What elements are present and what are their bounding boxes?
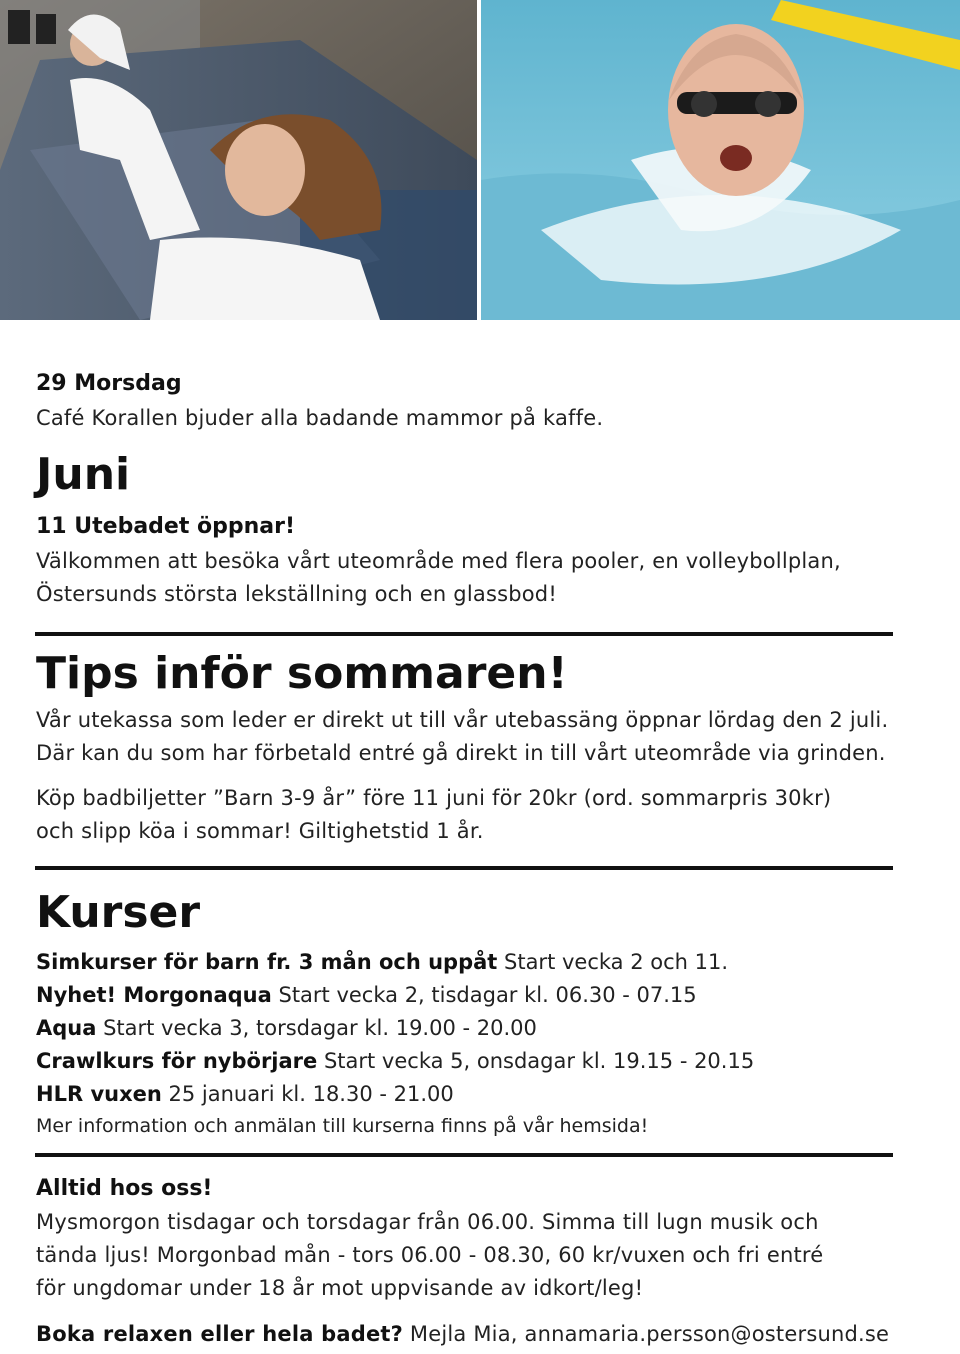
always-line-1: Mysmorgon tisdagar och torsdagar från 06.00. Simma till lugn musik och xyxy=(36,1210,819,1234)
always-line-2: tända ljus! Morgonbad mån - tors 06.00 - 08.30, 60 kr/vuxen och fri entré xyxy=(36,1243,824,1267)
course-name: Crawlkurs för nybörjare xyxy=(36,1049,318,1073)
section-divider xyxy=(35,1153,893,1157)
tips-line-1: Vår utekassa som leder er direkt ut till vår utebassäng öppnar lördag den 2 juli. xyxy=(36,708,889,732)
course-name: Aqua xyxy=(36,1016,97,1040)
course-item xyxy=(36,1049,754,1073)
booking-question: Boka relaxen eller hela badet? xyxy=(36,1322,404,1346)
swimmer-photo xyxy=(481,0,960,320)
course-item xyxy=(36,950,728,974)
section-divider xyxy=(35,866,893,870)
sauna-photo xyxy=(0,0,477,320)
booking-line xyxy=(36,1322,889,1346)
section-divider xyxy=(35,632,893,636)
course-detail: Start vecka 5, onsdagar kl. 19.15 - 20.15 xyxy=(317,1049,755,1073)
mothers-day-text: Café Korallen bjuder alla badande mammor på kaffe. xyxy=(36,406,604,430)
always-heading: Alltid hos oss! xyxy=(36,1176,213,1201)
course-item xyxy=(36,1082,454,1106)
always-line-3: för ungdomar under 18 år mot uppvisande av idkort/leg! xyxy=(36,1276,644,1300)
courses-heading: Kurser xyxy=(36,887,201,938)
course-item xyxy=(36,1016,537,1040)
mothers-day-heading: 29 Morsdag xyxy=(36,371,182,396)
course-detail: Start vecka 2, tisdagar kl. 06.30 - 07.15 xyxy=(271,983,697,1007)
course-detail: Start vecka 3, torsdagar kl. 19.00 - 20.00 xyxy=(96,1016,537,1040)
courses-more-info: Mer information och anmälan till kurserna finns på vår hemsida! xyxy=(36,1115,649,1137)
tips-line-2: Där kan du som har förbetald entré gå direkt in till vårt uteområde via grinden. xyxy=(36,741,886,765)
tips-line-4: och slipp köa i sommar! Giltighetstid 1 år. xyxy=(36,819,484,843)
tips-heading: Tips inför sommaren! xyxy=(36,648,568,699)
course-name: HLR vuxen xyxy=(36,1082,162,1106)
june-event-line-2: Östersunds största lekställning och en glassbod! xyxy=(36,582,557,606)
course-item xyxy=(36,983,697,1007)
tips-line-3: Köp badbiljetter ”Barn 3-9 år” före 11 juni för 20kr (ord. sommarpris 30kr) xyxy=(36,786,832,810)
june-event-heading: 11 Utebadet öppnar! xyxy=(36,514,296,539)
course-name: Simkurser för barn fr. 3 mån och uppåt xyxy=(36,950,498,974)
june-heading: Juni xyxy=(36,449,131,500)
course-detail: 25 januari kl. 18.30 - 21.00 xyxy=(161,1082,454,1106)
june-event-line-1: Välkommen att besöka vårt uteområde med flera pooler, en volleybollplan, xyxy=(36,549,841,573)
course-name: Nyhet! Morgonaqua xyxy=(36,983,272,1007)
booking-contact: Mejla Mia, annamaria.persson@ostersund.se xyxy=(403,1322,890,1346)
course-detail: Start vecka 2 och 11. xyxy=(497,950,729,974)
